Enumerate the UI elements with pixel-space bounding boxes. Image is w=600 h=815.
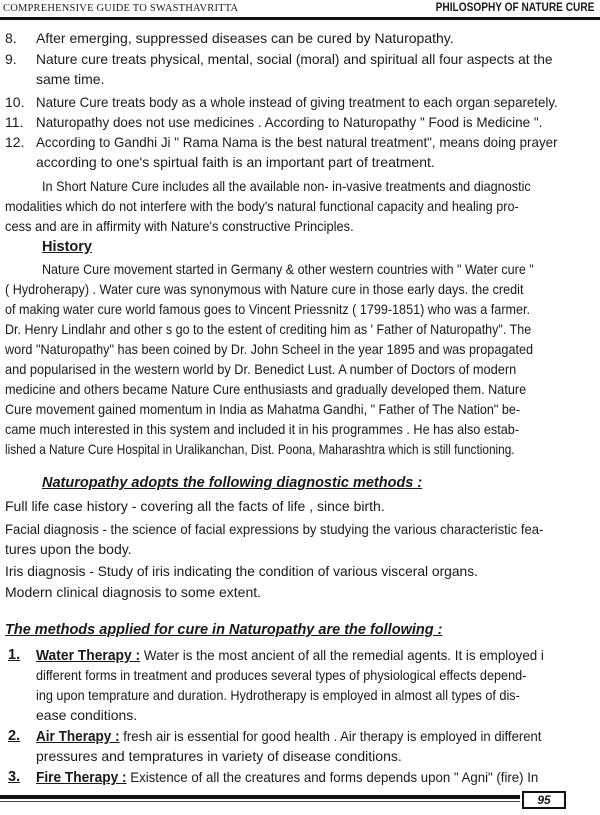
method-text: Existence of all the creatures and forms depends upon " Agni" (fire) In [126,769,539,785]
method-text: pressures and tempratures in variety of disease conditions. [36,748,402,764]
point-number: 10. [5,94,25,110]
point-text: same time. [36,71,105,87]
method-title: Air Therapy : [36,729,120,745]
diagnostic-heading: Naturopathy adopts the following diagnostic methods : [42,475,423,491]
point-number: 11. [5,114,24,130]
history-text: ( Hydroherapy) . Water cure was synonymous with Nature cure in those early days. the credit [5,281,524,297]
history-heading: History [42,239,92,255]
header-rule [0,17,600,20]
chapter-title: PHILOSOPHY OF NATURE CURE [435,2,594,14]
history-text: and popularised in the western world by Dr. Benedict Lust. A number of Doctors of modern [5,361,517,377]
method-line [36,646,544,665]
point-number: 9. [5,51,17,67]
method-number: 2. [8,728,21,744]
point-number: 8. [5,30,17,46]
summary-text: In Short Nature Cure includes all the available non- in-vasive treatments and diagnostic [42,178,531,194]
method-line [36,727,541,746]
point-text: After emerging, suppressed diseases can be cured by Naturopathy. [36,30,454,46]
method-text: ing upon temprature and duration. Hydrotherapy is employed in almost all types of dis- [36,687,520,703]
diagnostic-item: Iris diagnosis - Study of iris indicating the condition of various visceral organs. [5,563,478,579]
method-number: 1. [8,647,21,663]
method-text: Water is the most ancient of all the remedial agents. It is employed i [140,647,544,663]
method-title: Fire Therapy : [36,770,127,786]
method-line [36,768,538,787]
summary-text: cess and are in affirmity with Nature's constructive Principles. [5,218,354,234]
diagnostic-item: Facial diagnosis - the science of facial expressions by studying the various characteristic fea- [5,521,544,537]
page-number: 95 [522,791,566,809]
diagnostic-item: tures upon the body. [5,541,132,557]
point-text: Naturopathy does not use medicines . According to Naturopathy " Food is Medicine ". [36,114,543,130]
history-text: Nature Cure movement started in Germany & other western countries with " Water cure " [42,261,534,277]
running-header [0,0,600,22]
methods-heading: The methods applied for cure in Naturopathy are the following : [5,622,443,638]
footer-rule-thin [0,801,520,802]
point-number: 12. [5,134,25,150]
point-text: Nature cure treats physical, mental, social (moral) and spiritual all four aspects at the [36,51,553,67]
history-text: Cure movement gained momentum in India as Mahatma Gandhi, " Father of The Nation" be- [5,401,521,417]
diagnostic-item: Modern clinical diagnosis to some extent. [5,584,262,600]
history-text: medicine and others became Nature Cure enthusiasts and gradually developed them. Nature [5,381,527,397]
book-title: COMPREHENSIVE GUIDE TO SWASTHAVRITTA [3,3,239,14]
point-text: Nature Cure treats body as a whole instead of giving treatment to each organ separetely. [36,94,558,110]
method-text: ease conditions. [36,707,138,723]
method-text: different forms in treatment and produces several types of physiological effects depend- [36,667,527,683]
history-text: word "Naturopathy" has been coined by Dr. John Scheel in the year 1895 and was propagated [5,341,534,357]
history-text: Dr. Henry Lindlahr and other s go to the estent of crediting him as ' Father of Naturopathy". The [5,321,532,337]
method-title: Water Therapy : [36,648,141,664]
footer-rule [0,795,520,799]
summary-text: modalities which do not interfere with the body's natural functional capacity and healing pro- [5,198,519,214]
point-text: According to Gandhi Ji " Rama Nama is the best natural treatment", means doing prayer [36,134,558,150]
method-text: fresh air is essential for good health . Air therapy is employed in different [119,728,542,744]
diagnostic-item: Full life case history - covering all the facts of life , since birth. [5,498,385,514]
point-text: according to one's spirtual faith is an important part of treatment. [36,154,435,170]
method-number: 3. [8,769,21,785]
history-text: lished a Nature Cure Hospital in Uralikanchan, Dist. Poona, Maharashtra which is still functioning. [5,441,515,457]
history-text: of making water cure world famous goes to Vincent Priessnitz ( 1799-1851) who was a farmer. [5,301,531,317]
history-text: came much interested in this system and included it in his programmes . He has also estab- [5,421,520,437]
